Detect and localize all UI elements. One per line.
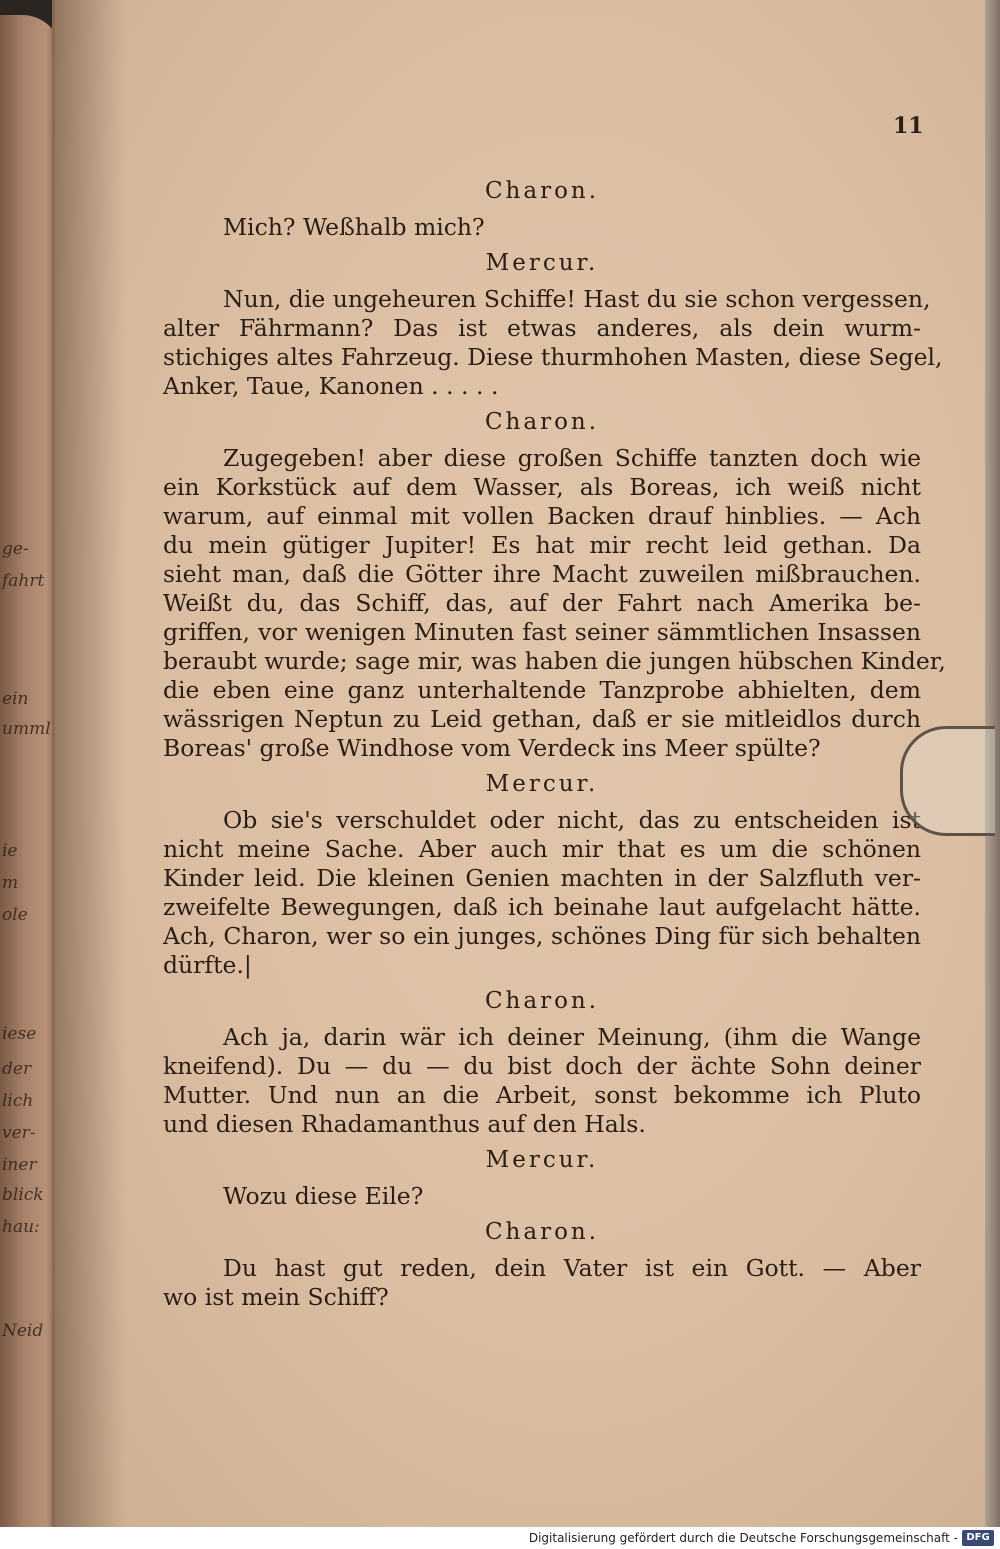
text-line: Anker, Taue, Kanonen . . . . .	[163, 372, 499, 400]
text-line: ein Korkstück auf dem Wasser, als Boreas, ich weiß nicht	[163, 473, 921, 501]
text-line: Ach ja, darin wär ich deiner Meinung, (ihm die Wange	[223, 1023, 921, 1051]
margin-fragment: ge-	[2, 539, 29, 559]
margin-fragment: hau:	[2, 1217, 40, 1237]
margin-fragment: ein	[2, 689, 29, 709]
speech-paragraph	[163, 1023, 921, 1139]
speaker-name: Mercur.	[485, 1147, 599, 1173]
margin-fragment: ie	[2, 841, 18, 861]
text-line: wässrigen Neptun zu Leid gethan, daß er sie mitleidlos durch	[163, 705, 921, 733]
text-line: wo ist mein Schiff?	[163, 1283, 389, 1311]
speech-paragraph	[163, 213, 921, 242]
margin-fragment: lich	[2, 1091, 34, 1111]
text-line: Boreas' große Windhose vom Verdeck ins Meer spülte?	[163, 734, 821, 762]
page-number: 11	[893, 113, 924, 139]
margin-fragment: fahrt	[2, 571, 45, 591]
margin-fragment: ole	[2, 905, 28, 925]
speaker-name: Charon.	[484, 178, 600, 204]
text-line: griffen, vor wenigen Minuten fast seiner sämmtlichen Insassen	[163, 618, 921, 646]
text-line: Ach, Charon, wer so ein junges, schönes Ding für sich behalten	[163, 922, 921, 950]
margin-fragment: umml	[2, 719, 51, 739]
text-line: nicht meine Sache. Aber auch mir that es um die schönen	[163, 835, 921, 863]
speech-paragraph	[163, 285, 943, 401]
text-line: Mutter. Und nun an die Arbeit, sonst bekomme ich Pluto	[163, 1081, 921, 1109]
margin-fragment: Neid	[2, 1321, 44, 1341]
footer-bar	[0, 1527, 1000, 1549]
text-line: die eben eine ganz unterhaltende Tanzprobe abhielten, dem	[163, 676, 921, 704]
text-line: du mein gütiger Jupiter! Es hat mir recht leid gethan. Da	[163, 531, 921, 559]
text-line: dürfte.|	[163, 951, 252, 979]
speaker-name: Charon.	[484, 1219, 600, 1245]
margin-fragment: ver-	[2, 1123, 36, 1143]
book-page	[52, 0, 990, 1527]
text-line: kneifend). Du — du — du bist doch der ächte Sohn deiner	[163, 1052, 921, 1080]
margin-fragment: blick	[2, 1185, 44, 1205]
speech-paragraph	[163, 1182, 921, 1211]
text-line: Ob sie's verschuldet oder nicht, das zu entscheiden ist	[223, 806, 921, 834]
text-line: beraubt wurde; sage mir, was haben die jungen hübschen Kinder,	[163, 647, 946, 675]
margin-fragment: iese	[2, 1024, 37, 1044]
speaker-name: Charon.	[484, 409, 600, 435]
text-line: Du hast gut reden, dein Vater ist ein Gott. — Aber	[223, 1254, 921, 1282]
text-line: stichiges altes Fahrzeug. Diese thurmhohen Masten, diese Segel,	[163, 343, 943, 371]
margin-fragment: m	[2, 873, 19, 893]
page-clip	[900, 726, 995, 836]
text-line: warum, auf einmal mit vollen Backen drauf hinblies. — Ach	[163, 502, 921, 530]
dialogue-text	[163, 170, 946, 1312]
text-line: Kinder leid. Die kleinen Genien machten in der Salzfluth ver-	[163, 864, 921, 892]
text-line: Zugegeben! aber diese großen Schiffe tanzten doch wie	[223, 444, 921, 472]
speaker-name: Mercur.	[485, 771, 599, 797]
margin-fragment: der	[2, 1059, 32, 1079]
text-line: zweifelte Bewegungen, daß ich beinahe laut aufgelacht hätte.	[163, 893, 921, 921]
text-line: sieht man, daß die Götter ihre Macht zuweilen mißbrauchen.	[163, 560, 921, 588]
text-line: Wozu diese Eile?	[223, 1182, 424, 1210]
margin-fragment: iner	[2, 1155, 37, 1175]
text-line: und diesen Rhadamanthus auf den Hals.	[163, 1110, 646, 1138]
footer-credit: Digitalisierung gefördert durch die Deutsche Forschungsgemeinschaft -	[528, 1531, 958, 1545]
dfg-logo: DFG	[962, 1530, 994, 1546]
text-line: alter Fährmann? Das ist etwas anderes, als dein wurm-	[163, 314, 921, 342]
speaker-name: Charon.	[484, 988, 600, 1014]
speech-paragraph	[163, 1254, 921, 1312]
speech-paragraph	[163, 444, 946, 763]
speech-paragraph	[163, 806, 921, 980]
text-line: Nun, die ungeheuren Schiffe! Hast du sie schon vergessen,	[223, 285, 931, 313]
text-line: Weißt du, das Schiff, das, auf der Fahrt nach Amerika be-	[163, 589, 921, 617]
speaker-name: Mercur.	[485, 250, 599, 276]
text-line: Mich? Weßhalb mich?	[223, 213, 485, 241]
